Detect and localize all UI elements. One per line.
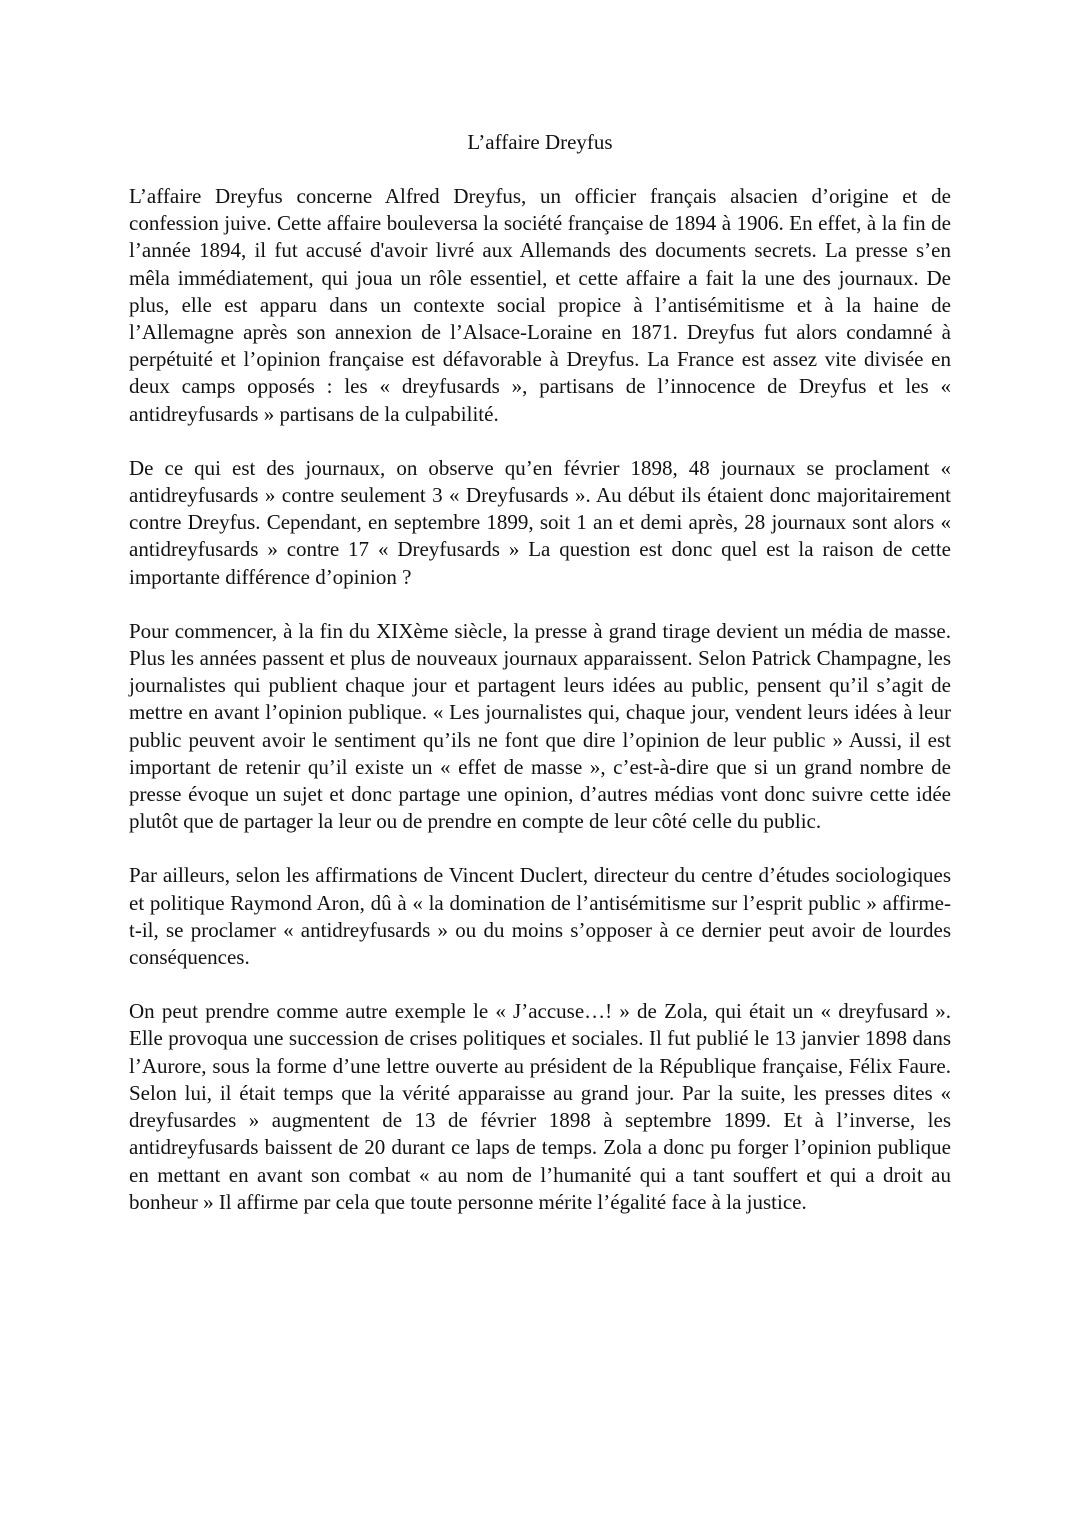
paragraph-intro: L’affaire Dreyfus concerne Alfred Dreyfus, un officier français alsacien d’origine et de confession juive. Cette affaire bouleversa la société française de 1894 à 1906. En effet, à la fin de l’année 1894, il fut accusé d'avoir livré aux Allemands des documents secrets. La presse s’en mêla immédiatement, qui joua un rôle essentiel, et cette affaire a fait la une des journaux. De plus, elle est apparu dans un contexte social propice à l’antisémitisme et à la haine de l’Allemagne après son annexion de l’Alsace-Loraine en 1871. Dreyfus fut alors condamné à perpétuité et l’opinion française est défavorable à Dreyfus. La France est assez vite divisée en deux camps opposés : les « dreyfusards », partisans de l’innocence de Dreyfus et les « antidreyfusards » partisans de la culpabilité. [129, 184, 951, 426]
paragraph-journaux: De ce qui est des journaux, on observe qu’en février 1898, 48 journaux se proclament « antidreyfusards » contre seulement 3 « Dreyfusards ». Au début ils étaient donc majoritairement contre Dreyfus. Cependant, en septembre 1899, soit 1 an et demi après, 28 journaux sont alors « antidreyfusards » contre 17 « Dreyfusards » La question est donc quel est la raison de cette importante différence d’opinion ? [129, 455, 951, 589]
paragraph-zola: On peut prendre comme autre exemple le « J’accuse…! » de Zola, qui était un « dreyfusard ». Elle provoqua une succession de crises politiques et sociales. Il fut publié le 13 janvier 1898 dans l’Aurore, sous la forme d’une lettre ouverte au président de la République française, Félix Faure. Selon lui, il était temps que la vérité apparaisse au grand jour. Par la suite, les presses dites « dreyfusardes » augmentent de 13 de février 1898 à septembre 1899. Et à l’inverse, les antidreyfusards baissent de 20 durant ce laps de temps. Zola a donc pu forger l’opinion publique en mettant en avant son combat « au nom de l’humanité qui a tant souffert et qui a droit au bonheur » Il affirme par cela que toute personne mérite l’égalité face à la justice. [129, 999, 951, 1214]
paragraph-duclert: Par ailleurs, selon les affirmations de Vincent Duclert, directeur du centre d’études sociologiques et politique Raymond Aron, dû à « la domination de l’antisémitisme sur l’esprit public » affirme-t-il, se proclamer « antidreyfusards » ou du moins s’opposer à ce dernier peut avoir de lourdes conséquences. [129, 863, 951, 970]
document-title: L’affaire Dreyfus [467, 130, 613, 154]
paragraph-presse-de-masse: Pour commencer, à la fin du XIXème siècle, la presse à grand tirage devient un média de masse. Plus les années passent et plus de nouveaux journaux apparaissent. Selon Patrick Champagne, les journalistes qui publient chaque jour et partagent leurs idées au public, pensent qu’il s’agit de mettre en avant l’opinion publique. « Les journalistes qui, chaque jour, vendent leurs idées à leur public peuvent avoir le sentiment qu’ils ne font que dire l’opinion de leur public » Aussi, il est important de retenir qu’il existe un « effet de masse », c’est-à-dire que si un grand nombre de presse évoque un sujet et donc partage une opinion, d’autres médias vont donc suivre cette idée plutôt que de partager la leur ou de prendre en compte de leur côté celle du public. [129, 618, 951, 834]
document-body [129, 183, 951, 1243]
